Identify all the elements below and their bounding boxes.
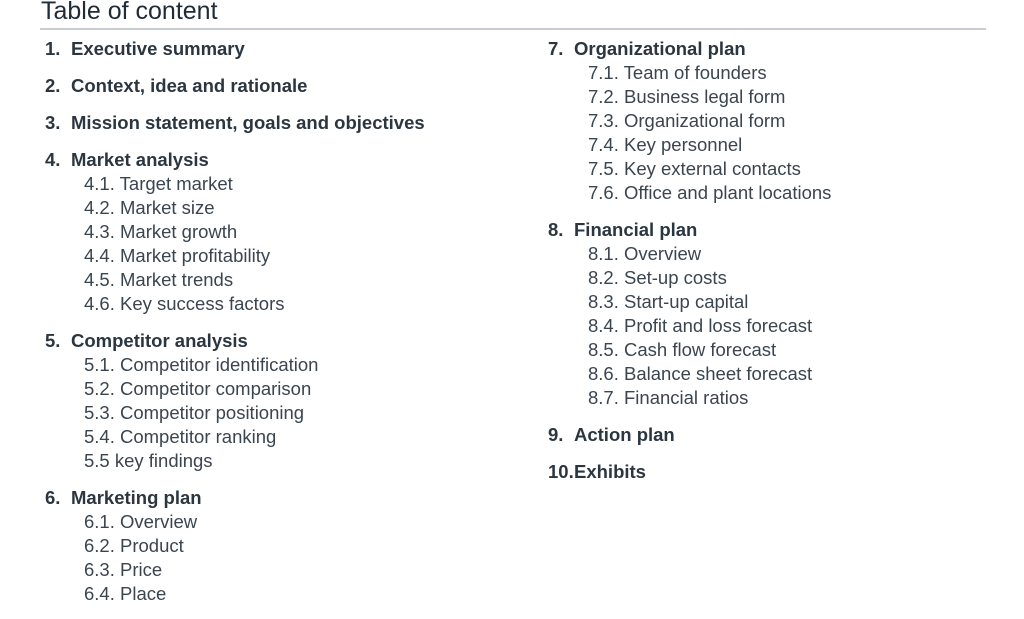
toc-section-number: 5. xyxy=(45,330,61,351)
toc-subsection-item: 6.1. Overview xyxy=(84,511,198,532)
toc-section xyxy=(548,460,988,484)
toc-subsection-item: 4.6. Key success factors xyxy=(84,293,285,314)
toc-section-heading xyxy=(45,37,515,61)
toc-section xyxy=(45,37,515,61)
toc-section-heading xyxy=(45,74,515,98)
toc-section xyxy=(45,111,515,135)
toc-subsection-item: 4.1. Target market xyxy=(84,173,233,194)
toc-section xyxy=(45,486,515,606)
toc-section xyxy=(45,148,515,316)
toc-section-number: 1. xyxy=(45,38,61,59)
toc-section-heading xyxy=(548,218,988,242)
toc-subsection-item: 5.2. Competitor comparison xyxy=(84,378,312,399)
toc-section-heading xyxy=(45,486,515,510)
toc-section-title: Marketing plan xyxy=(71,487,202,508)
toc-section-number: 8. xyxy=(548,219,564,240)
toc-section xyxy=(45,329,515,473)
toc-right-column xyxy=(548,37,988,497)
toc-section-number: 7. xyxy=(548,38,564,59)
toc-subsection-item: 6.4. Place xyxy=(84,583,167,604)
toc-subsection-item: 8.3. Start-up capital xyxy=(588,291,749,312)
toc-subsection-item: 8.7. Financial ratios xyxy=(588,387,749,408)
toc-section xyxy=(45,74,515,98)
toc-section-heading xyxy=(548,460,988,484)
toc-subsection-item: 8.2. Set-up costs xyxy=(588,267,727,288)
toc-subsection-list xyxy=(45,510,515,606)
toc-subsection-item: 4.2. Market size xyxy=(84,197,215,218)
toc-subsection-item: 8.6. Balance sheet forecast xyxy=(588,363,813,384)
toc-section-number: 9. xyxy=(548,424,564,445)
toc-subsection-item: 6.2. Product xyxy=(84,535,184,556)
toc-section-heading xyxy=(45,148,515,172)
toc-subsection-item: 4.3. Market growth xyxy=(84,221,238,242)
toc-section-number: 6. xyxy=(45,487,61,508)
toc-section-title: Market analysis xyxy=(71,149,209,170)
toc-subsection-item: 8.1. Overview xyxy=(588,243,702,264)
toc-subsection-item: 7.3. Organizational form xyxy=(588,110,786,131)
toc-section-number: 2. xyxy=(45,75,61,96)
toc-subsection-item: 5.5 key findings xyxy=(84,450,213,471)
toc-subsection-list xyxy=(548,61,988,205)
toc-section-title: Executive summary xyxy=(71,38,245,59)
toc-subsection-item: 4.5. Market trends xyxy=(84,269,234,290)
title-divider xyxy=(40,28,986,30)
toc-section-title: Context, idea and rationale xyxy=(71,75,308,96)
toc-section-title: Exhibits xyxy=(574,461,646,482)
toc-subsection-item: 5.4. Competitor ranking xyxy=(84,426,277,447)
toc-subsection-item: 7.2. Business legal form xyxy=(588,86,786,107)
toc-subsection-item: 5.1. Competitor identification xyxy=(84,354,319,375)
toc-section xyxy=(548,218,988,410)
toc-subsection-item: 7.6. Office and plant locations xyxy=(588,182,832,203)
toc-subsection-item: 4.4. Market profitability xyxy=(84,245,271,266)
toc-section xyxy=(548,37,988,205)
toc-section-heading xyxy=(548,37,988,61)
toc-subsection-item: 6.3. Price xyxy=(84,559,163,580)
toc-section-number: 10. xyxy=(548,461,574,482)
toc-left-column xyxy=(45,37,515,619)
toc-subsection-item: 7.4. Key personnel xyxy=(588,134,743,155)
toc-section-heading xyxy=(548,423,988,447)
toc-section-title: Mission statement, goals and objectives xyxy=(71,112,425,133)
toc-section-heading xyxy=(45,329,515,353)
toc-subsection-item: 5.3. Competitor positioning xyxy=(84,402,305,423)
page-title: Table of content xyxy=(41,0,218,25)
toc-section-number: 4. xyxy=(45,149,61,170)
toc-subsection-item: 7.1. Team of founders xyxy=(588,62,767,83)
toc-section-number: 3. xyxy=(45,112,61,133)
toc-section-title: Organizational plan xyxy=(574,38,746,59)
toc-subsection-item: 8.4. Profit and loss forecast xyxy=(588,315,813,336)
toc-section-title: Financial plan xyxy=(574,219,698,240)
toc-section-title: Competitor analysis xyxy=(71,330,248,351)
toc-subsection-list xyxy=(45,353,515,473)
toc-section xyxy=(548,423,988,447)
toc-section-heading xyxy=(45,111,515,135)
toc-subsection-item: 8.5. Cash flow forecast xyxy=(588,339,777,360)
toc-subsection-list xyxy=(45,172,515,316)
toc-section-title: Action plan xyxy=(574,424,675,445)
toc-subsection-item: 7.5. Key external contacts xyxy=(588,158,801,179)
toc-subsection-list xyxy=(548,242,988,410)
